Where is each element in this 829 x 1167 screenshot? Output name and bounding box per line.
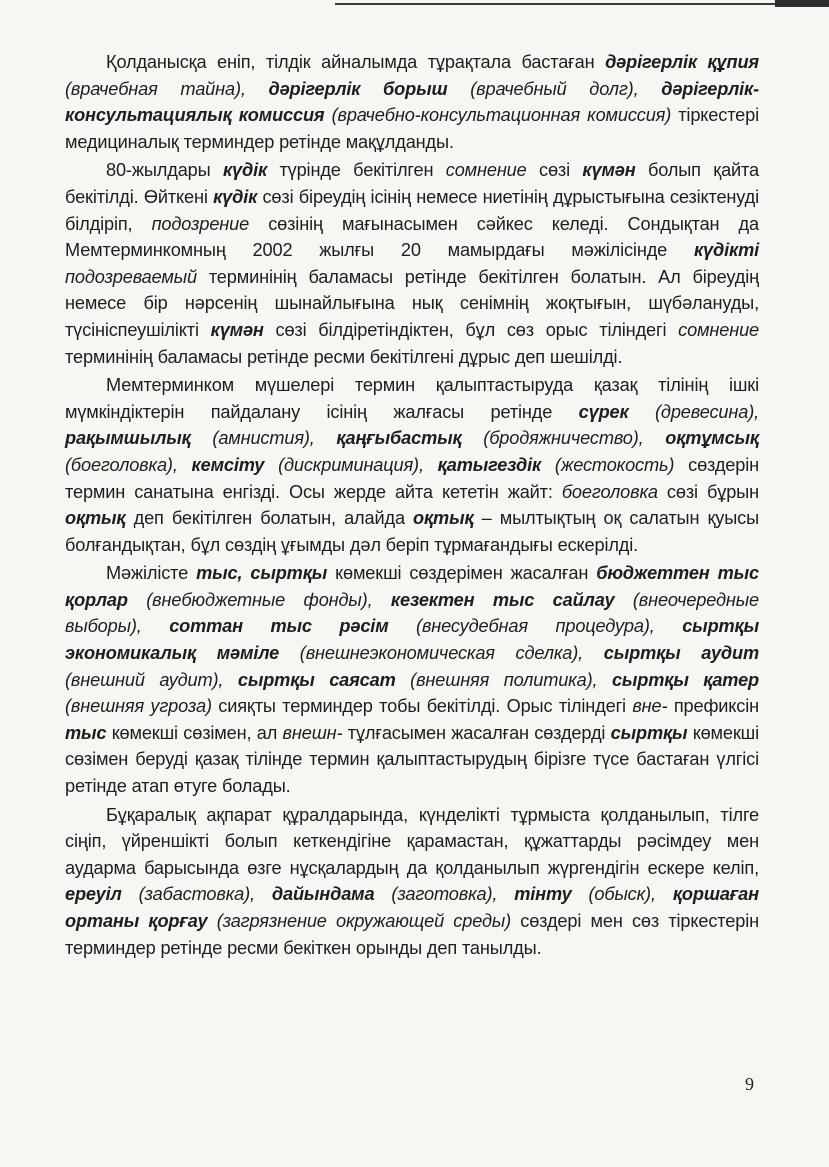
term-bold: оқтық: [413, 508, 474, 529]
text-run: терминінің баламасы ретінде бекітілген болатын. Ал біреудің немесе бір нәрсенің шынайлығына нық сенімнің жоқтығын, шүбәлануды, түсініспеушілікті: [65, 266, 759, 340]
page-number: 9: [745, 1074, 754, 1094]
text-run: көмекші сөздерімен жасалған: [327, 563, 597, 584]
term-bold: кезектен тыс сайлау: [390, 589, 615, 610]
term-russian: (внесудебная процедура),: [388, 616, 683, 637]
term-bold: тыс, сыртқы: [196, 563, 328, 584]
paragraph: [65, 49, 759, 155]
term-bold: қоршаған ортаны қорғау: [65, 884, 759, 931]
text-run: префиксін: [667, 696, 760, 717]
text-run: сөздері мен сөз тіркестерін терминдер ретінде ресми бекіткен орынды деп танылды.: [65, 911, 759, 958]
term-bold: дәрігерлік борыш: [268, 78, 448, 99]
term-russian: вне-: [632, 696, 668, 717]
term-russian: (амнистия),: [190, 428, 337, 449]
term-bold: дәрігерлік құпия: [605, 52, 759, 72]
term-bold: дайындама: [271, 884, 375, 905]
term-bold: оқтық: [65, 508, 126, 529]
term-bold: күдік: [213, 186, 258, 207]
term-russian: (внешняя политика),: [395, 669, 612, 690]
text-run: сөзі бұрын: [657, 481, 759, 502]
text-run: сөзі біреудің ісінің немесе ниетінің дұрыстығына сезіктенуді білдіріп,: [65, 186, 759, 234]
term-russian: (загрязнение окружающей среды): [207, 911, 512, 931]
term-russian: сомнение: [445, 160, 527, 181]
term-bold: ереуіл: [65, 884, 122, 905]
term-bold: күдік: [222, 160, 268, 181]
term-bold: тінту: [514, 884, 572, 905]
term-russian: подозреваемый: [65, 266, 197, 287]
term-bold: сыртқы экономикалық мәміле: [65, 616, 759, 664]
term-russian: (бродяжничество),: [461, 428, 666, 449]
term-russian: внешн-: [282, 722, 343, 743]
top-rule: [335, 3, 775, 5]
term-russian: (внешнеэкономическая сделка),: [279, 643, 604, 664]
term-bold: бюджеттен тыс қорлар: [65, 563, 759, 610]
term-bold: сыртқы аудит: [603, 643, 759, 664]
text-run: тіркестері медициналық терминдер ретінде мақұлданды.: [65, 105, 760, 152]
term-bold: тыс: [65, 722, 107, 743]
term-bold: сыртқы: [610, 722, 688, 743]
text-run: тұлғасымен жасалған сөздерді: [342, 722, 611, 743]
paragraph: [65, 802, 759, 962]
term-bold: күдікті: [693, 240, 759, 261]
term-bold: соттан тыс рәсім: [169, 616, 389, 637]
text-run: түрінде бекітілген: [267, 160, 446, 181]
term-russian: (забастовка),: [121, 884, 272, 905]
term-bold: сүрек: [578, 401, 629, 422]
text-run: деп бекітілген болатын, алайда: [125, 508, 414, 529]
text-run: көмекші сөзімен, ал: [106, 722, 283, 743]
term-russian: (врачебно-консультационная комиссия): [324, 105, 672, 126]
term-bold: дәрігерлік-консультациялық комиссия: [65, 78, 759, 126]
term-russian: (древесина),: [628, 401, 760, 422]
text-run: Мәжілісте: [106, 563, 197, 584]
term-bold: сыртқы саясат: [237, 669, 396, 690]
term-russian: (обыск),: [571, 884, 673, 905]
text-run: сөздерін термин санатына енгізді. Осы жерде айта кететін жайт:: [65, 454, 759, 502]
text-run: Бұқаралық ақпарат құралдарында, күнделікті тұрмыста қолданылып, тілге сіңіп, үйреншікті болып кеткендігіне қарамастан, құжаттарды рәсімдеу мен аударма барысында өзге нұсқалардың да қолданылып жүргендігін ескере келіп,: [65, 804, 759, 878]
term-russian: (дискриминация),: [264, 454, 438, 475]
term-bold: кемсіту: [191, 454, 265, 475]
term-russian: подозрение: [151, 213, 250, 234]
text-run: Мемтерминком мүшелері термин қалыптастыруда қазақ тілінің ішкі мүмкіндіктерін пайдалану ісінің жалғасы ретінде: [65, 375, 759, 422]
term-russian: (внешний аудит),: [65, 669, 238, 690]
text-run: сияқты терминдер тобы бекітілді. Орыс тіліндегі: [211, 696, 633, 717]
text-run: Қолданысқа еніп, тілдік айналымда тұрақтала бастаған: [106, 52, 606, 72]
term-russian: (внебюджетные фонды),: [127, 589, 391, 610]
term-bold: күмән: [582, 160, 636, 181]
paragraph: [65, 157, 759, 370]
top-edge-mark: [775, 0, 829, 7]
term-bold: рақымшылық: [65, 428, 191, 449]
paragraph: [65, 372, 759, 558]
paragraph: [65, 560, 759, 799]
text-run: 80-жылдары: [106, 160, 223, 181]
text-run: сөзінің мағынасымен сәйкес келеді. Сондықтан да Мемтерминкомның 2002 жылғы 20 мамырдағы мәжілісінде: [65, 213, 759, 261]
term-bold: сыртқы қатер: [611, 669, 759, 690]
term-bold: қаңғыбастық: [336, 428, 462, 449]
text-run: сөзі: [526, 160, 583, 181]
term-russian: (врачебный долг),: [447, 78, 662, 99]
term-russian: (заготовка),: [374, 884, 515, 905]
term-russian: (внешняя угроза): [65, 696, 212, 717]
term-russian: боеголовка: [561, 481, 658, 502]
term-russian: (боеголовка),: [65, 454, 192, 475]
text-run: терминінің баламасы ретінде ресми бекітілгені дұрыс деп шешілді.: [65, 346, 623, 367]
term-russian: (врачебная тайна),: [65, 78, 269, 99]
page-body: [65, 49, 759, 963]
text-run: көмекші сөзімен беруді қазақ тілінде термин қалыптастырудың бірізге түсе бастаған үлгісі ретінде атап өтуге болады.: [65, 722, 759, 797]
term-russian: (жестокость): [541, 454, 675, 475]
text-run: сөзі білдіретіндіктен, бұл сөз орыс тіліндегі: [263, 319, 679, 340]
term-bold: оқтұмсық: [665, 428, 759, 449]
text-run: болып қайта бекітілді. Өйткені: [65, 160, 759, 207]
term-russian: (внеочередные выборы),: [65, 589, 759, 637]
term-bold: қатыгездік: [437, 454, 542, 475]
term-russian: сомнение: [678, 319, 759, 340]
term-bold: күмән: [210, 319, 264, 340]
text-run: – мылтықтың оқ салатын қуысы болғандықтан, бұл сөздің ұғымды дәл беріп тұрмағандығы ескерілді.: [65, 508, 759, 555]
